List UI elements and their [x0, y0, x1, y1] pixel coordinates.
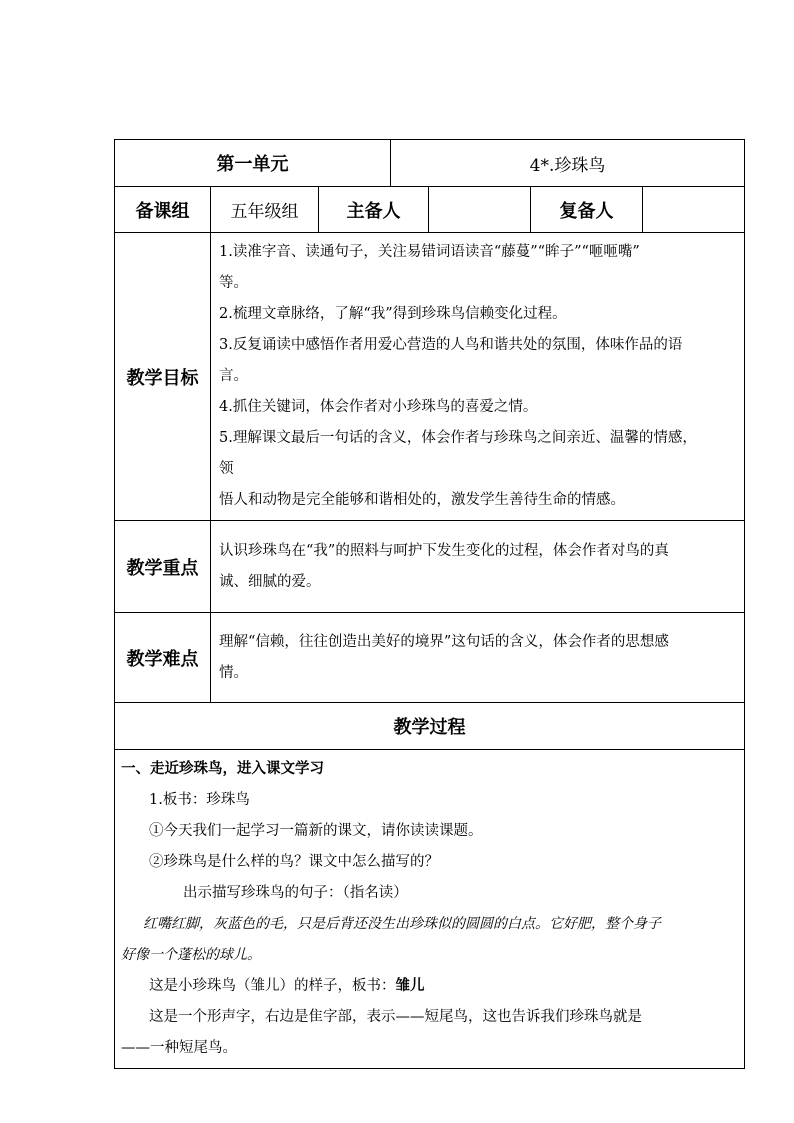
process-question: ①今天我们一起学习一篇新的课文，请你读读课题。	[149, 823, 483, 839]
quote-line: 好像一个蓬松的球儿。	[121, 947, 261, 963]
co-prep-value	[643, 187, 745, 233]
chick-bold: 雏儿	[395, 978, 425, 994]
objective-line: 1.读准字音、读通句子，关注易错词语读音“藤蔓”“眸子”“咂咂嘴”	[219, 244, 640, 260]
process-heading: 一、走近珍珠鸟，进入课文学习	[121, 761, 324, 777]
key-points-content	[211, 521, 745, 613]
difficulties-content	[211, 613, 745, 703]
objective-line: 领	[219, 461, 234, 477]
difficulties-label: 教学难点	[115, 613, 211, 703]
group-label: 备课组	[115, 187, 211, 233]
chick-line	[121, 971, 738, 1002]
process-title-row	[115, 703, 745, 750]
process-step: 1.板书：珍珠鸟	[149, 792, 250, 808]
explain-line: ——一种短尾鸟。	[121, 1040, 237, 1056]
objective-line: 言。	[219, 368, 248, 384]
objective-line: 悟人和动物是完全能够和谐相处的，激发学生善待生命的情感。	[219, 492, 625, 508]
objectives-label: 教学目标	[115, 233, 211, 521]
key-point-line: 诚、细腻的爱。	[219, 573, 321, 590]
objectives-content	[211, 233, 745, 521]
difficulty-line: 情。	[219, 664, 248, 681]
difficulty-line: 理解“信赖，往往创造出美好的境界”这句话的含义，体会作者的思想感	[219, 633, 669, 650]
key-points-label: 教学重点	[115, 521, 211, 613]
chick-prefix: 这是小珍珠鸟（雏儿）的样子，板书：	[149, 978, 396, 994]
objective-line: 5.理解课文最后一句话的含义，体会作者与珍珠鸟之间亲近、温馨的情感，	[219, 430, 697, 446]
objective-line: 3.反复诵读中感悟作者用爱心营造的人鸟和谐共处的氛围，体味作品的语	[219, 337, 683, 353]
objectives-row	[115, 233, 745, 521]
objective-line: 4.抓住关键词，体会作者对小珍珠鸟的喜爱之情。	[219, 399, 538, 415]
quote-line: 红嘴红脚，灰蓝色的毛，只是后背还没生出珍珠似的圆圆的白点。它好肥，整个身子	[143, 916, 661, 932]
co-prep-label: 复备人	[531, 187, 643, 233]
process-row	[115, 750, 745, 1069]
info-row	[115, 187, 745, 233]
process-question: ②珍珠鸟是什么样的鸟？课文中怎么描写的？	[149, 854, 439, 870]
group-value: 五年级组	[211, 187, 319, 233]
lesson-title-cell: 4*.珍珠鸟	[391, 140, 745, 187]
explain-line: 这是一个形声字，右边是隹字部，表示——短尾鸟，这也告诉我们珍珠鸟就是	[149, 1009, 642, 1025]
main-prep-value	[429, 187, 531, 233]
key-points-row	[115, 521, 745, 613]
lesson-plan-table	[114, 139, 745, 1069]
process-instruction: 出示描写珍珠鸟的句子：（指名读）	[183, 885, 408, 901]
difficulties-row	[115, 613, 745, 703]
title-row	[115, 140, 745, 187]
objective-line: 2.梳理文章脉络，了解“我”得到珍珠鸟信赖变化过程。	[219, 306, 567, 322]
process-content	[115, 750, 745, 1069]
unit-cell: 第一单元	[115, 140, 391, 187]
objective-line: 等。	[219, 275, 248, 291]
process-title: 教学过程	[115, 703, 745, 750]
key-point-line: 认识珍珠鸟在“我”的照料与呵护下发生变化的过程，体会作者对鸟的真	[219, 542, 669, 559]
main-prep-label: 主备人	[319, 187, 429, 233]
